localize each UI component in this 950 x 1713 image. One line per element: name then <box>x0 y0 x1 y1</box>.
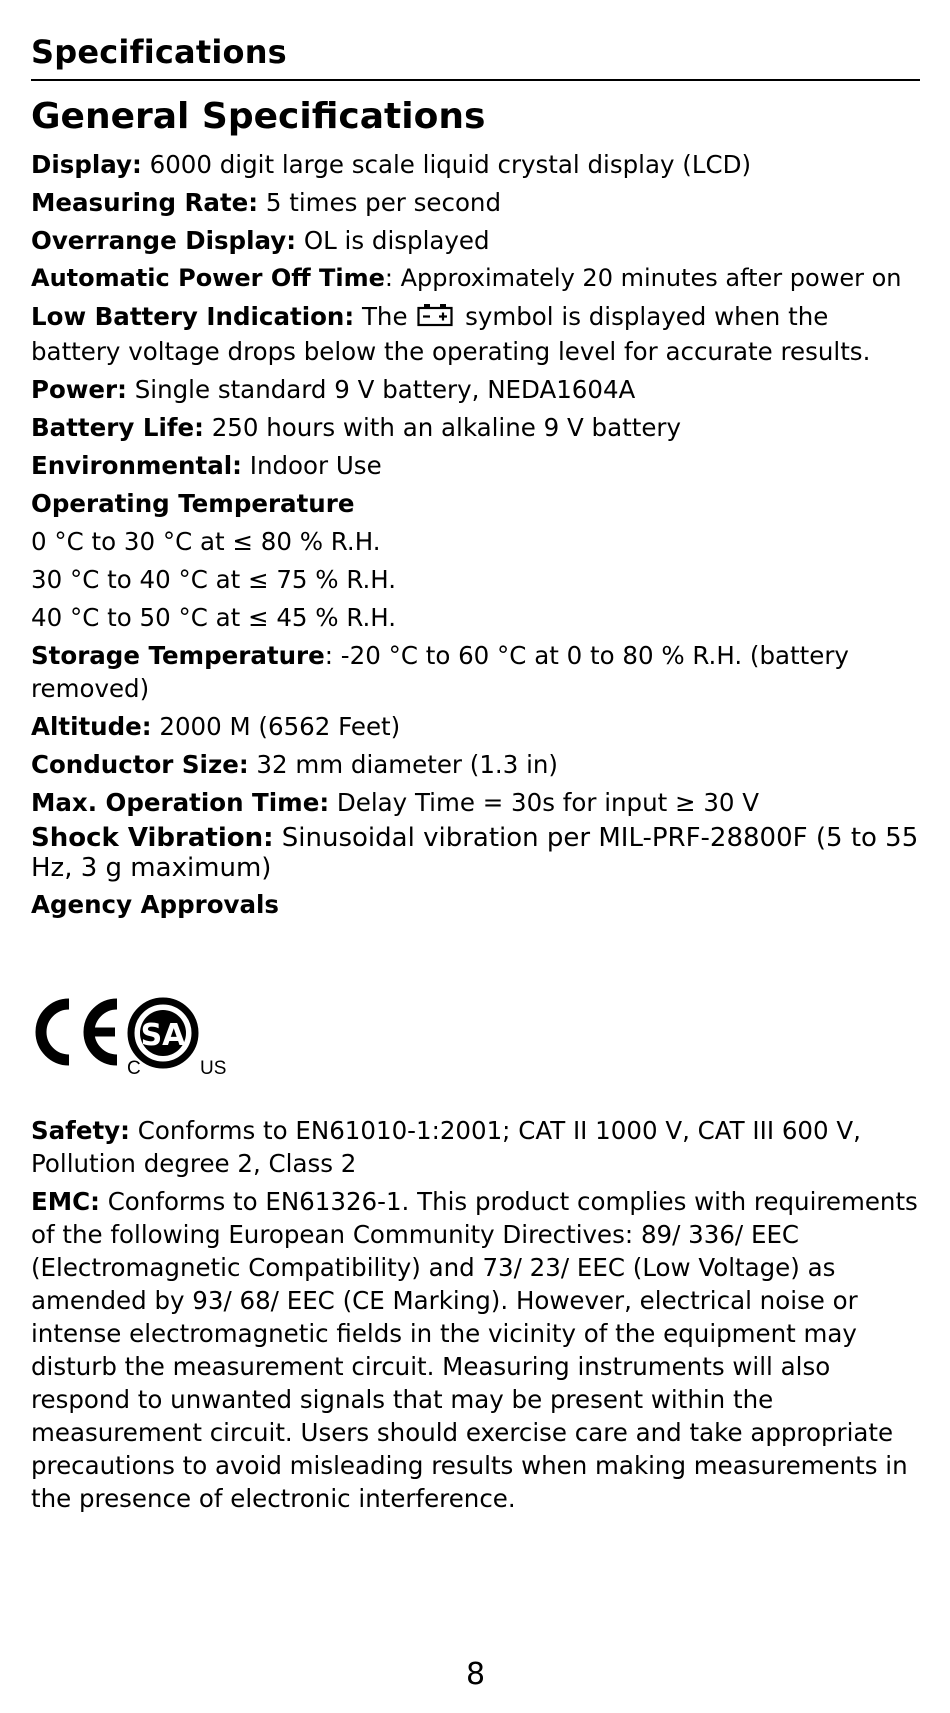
spec-value: 32 mm diameter (1.3 in) <box>248 750 558 779</box>
spec-overrange-display <box>31 224 920 257</box>
spec-value: 6000 digit large scale liquid crystal display (LCD) <box>141 150 752 179</box>
spec-value: 5 times per second <box>258 188 502 217</box>
spec-temp-range-1 <box>31 525 920 558</box>
spec-term: Environmental: <box>31 451 242 480</box>
spec-value: OL is displayed <box>296 226 490 255</box>
spec-display <box>31 148 920 181</box>
spec-auto-power-off <box>31 262 920 295</box>
csa-us-label: US <box>200 1058 227 1079</box>
spec-conductor-size <box>31 748 920 781</box>
spec-term: Low Battery Indication: <box>31 302 355 331</box>
ce-logo <box>31 996 123 1070</box>
csa-c-label: C <box>127 1058 141 1079</box>
spec-value: 0 °C to 30 °C at ≤ 80 % R.H. <box>31 527 381 556</box>
spec-value: Conforms to EN61010-1:2001; CAT II 1000 V, CAT III 600 V, Pollution degree 2, Class 2 <box>31 1116 861 1178</box>
spec-value: 30 °C to 40 °C at ≤ 75 % R.H. <box>31 565 397 594</box>
spec-operating-temperature <box>31 487 920 520</box>
svg-text:SA: SA <box>140 1018 186 1053</box>
spec-temp-range-3 <box>31 601 920 634</box>
compliance-specs-list <box>31 1114 920 1520</box>
spec-value: 2000 M (6562 Feet) <box>151 712 401 741</box>
spec-value: The <box>354 302 416 331</box>
spec-value: symbol is displayed when the battery voltage drops below the operating level for accurate results. <box>31 302 871 366</box>
spec-low-battery <box>31 300 920 368</box>
spec-term: Automatic Power Off Time <box>31 264 385 292</box>
spec-altitude <box>31 710 920 743</box>
page-title: General Specifications <box>31 96 486 137</box>
spec-term: Power: <box>31 375 127 404</box>
spec-value: 40 °C to 50 °C at ≤ 45 % R.H. <box>31 603 397 632</box>
spec-emc <box>31 1185 920 1515</box>
spec-value: : -20 °C to 60 °C at 0 to 80 % R.H. (battery removed) <box>31 641 849 703</box>
header-rule <box>31 79 920 81</box>
spec-term: EMC: <box>31 1187 100 1216</box>
battery-icon <box>417 302 455 335</box>
spec-safety <box>31 1114 920 1180</box>
spec-value: Conforms to EN61326-1. This product complies with requirements of the following European Community Directives: 89/ 336/ EEC (Electromagnetic Compatibility) and 73/ 23/ EEC (Low Voltage) as amended by 93/ 68/ EEC (CE Marking). However, electrical noise or intense electromagnetic fields in the vicinity of the equipment may disturb the measurement circuit. Measuring instruments will also respond to unwanted signals that may be present within the measurement circuit. Users should exercise care and take appropriate precautions to avoid misleading results when making measurements in the presence of electronic interference. <box>31 1187 918 1513</box>
spec-shock-vibration <box>31 823 920 883</box>
spec-value: Single standard 9 V battery, NEDA1604A <box>126 375 636 404</box>
spec-agency-approvals <box>31 888 920 921</box>
spec-storage-temperature <box>31 639 920 705</box>
spec-term: Safety: <box>31 1116 130 1145</box>
spec-term: Shock Vibration: <box>31 823 274 853</box>
spec-term: Conductor Size: <box>31 750 249 779</box>
spec-term: Max. Operation Time: <box>31 788 330 817</box>
spec-temp-range-2 <box>31 563 920 596</box>
spec-term: Operating Temperature <box>31 489 355 518</box>
spec-term: Display: <box>31 150 142 179</box>
spec-value: 250 hours with an alkaline 9 V battery <box>203 413 681 442</box>
page-number: 8 <box>465 1657 486 1692</box>
general-specs-list <box>31 148 920 926</box>
agency-approval-logos <box>31 996 261 1084</box>
spec-term: Battery Life: <box>31 413 204 442</box>
section-header: Specifications <box>31 33 287 71</box>
spec-term: Storage Temperature <box>31 641 325 670</box>
spec-max-operation-time <box>31 786 920 819</box>
spec-term: Measuring Rate: <box>31 188 259 217</box>
spec-power <box>31 373 920 406</box>
spec-value: Sinusoidal vibration per MIL-PRF-28800F (5 to 55 Hz, 3 g maximum) <box>31 823 919 883</box>
spec-measuring-rate <box>31 186 920 219</box>
spec-term: Agency Approvals <box>31 890 280 919</box>
spec-value: Indoor Use <box>241 451 382 480</box>
spec-term: Altitude: <box>31 712 152 741</box>
spec-battery-life <box>31 411 920 444</box>
spec-value: : Approximately 20 minutes after power on <box>384 264 902 292</box>
spec-term: Overrange Display: <box>31 226 297 255</box>
spec-environmental <box>31 449 920 482</box>
spec-value: Delay Time = 30s for input ≥ 30 V <box>329 788 760 817</box>
